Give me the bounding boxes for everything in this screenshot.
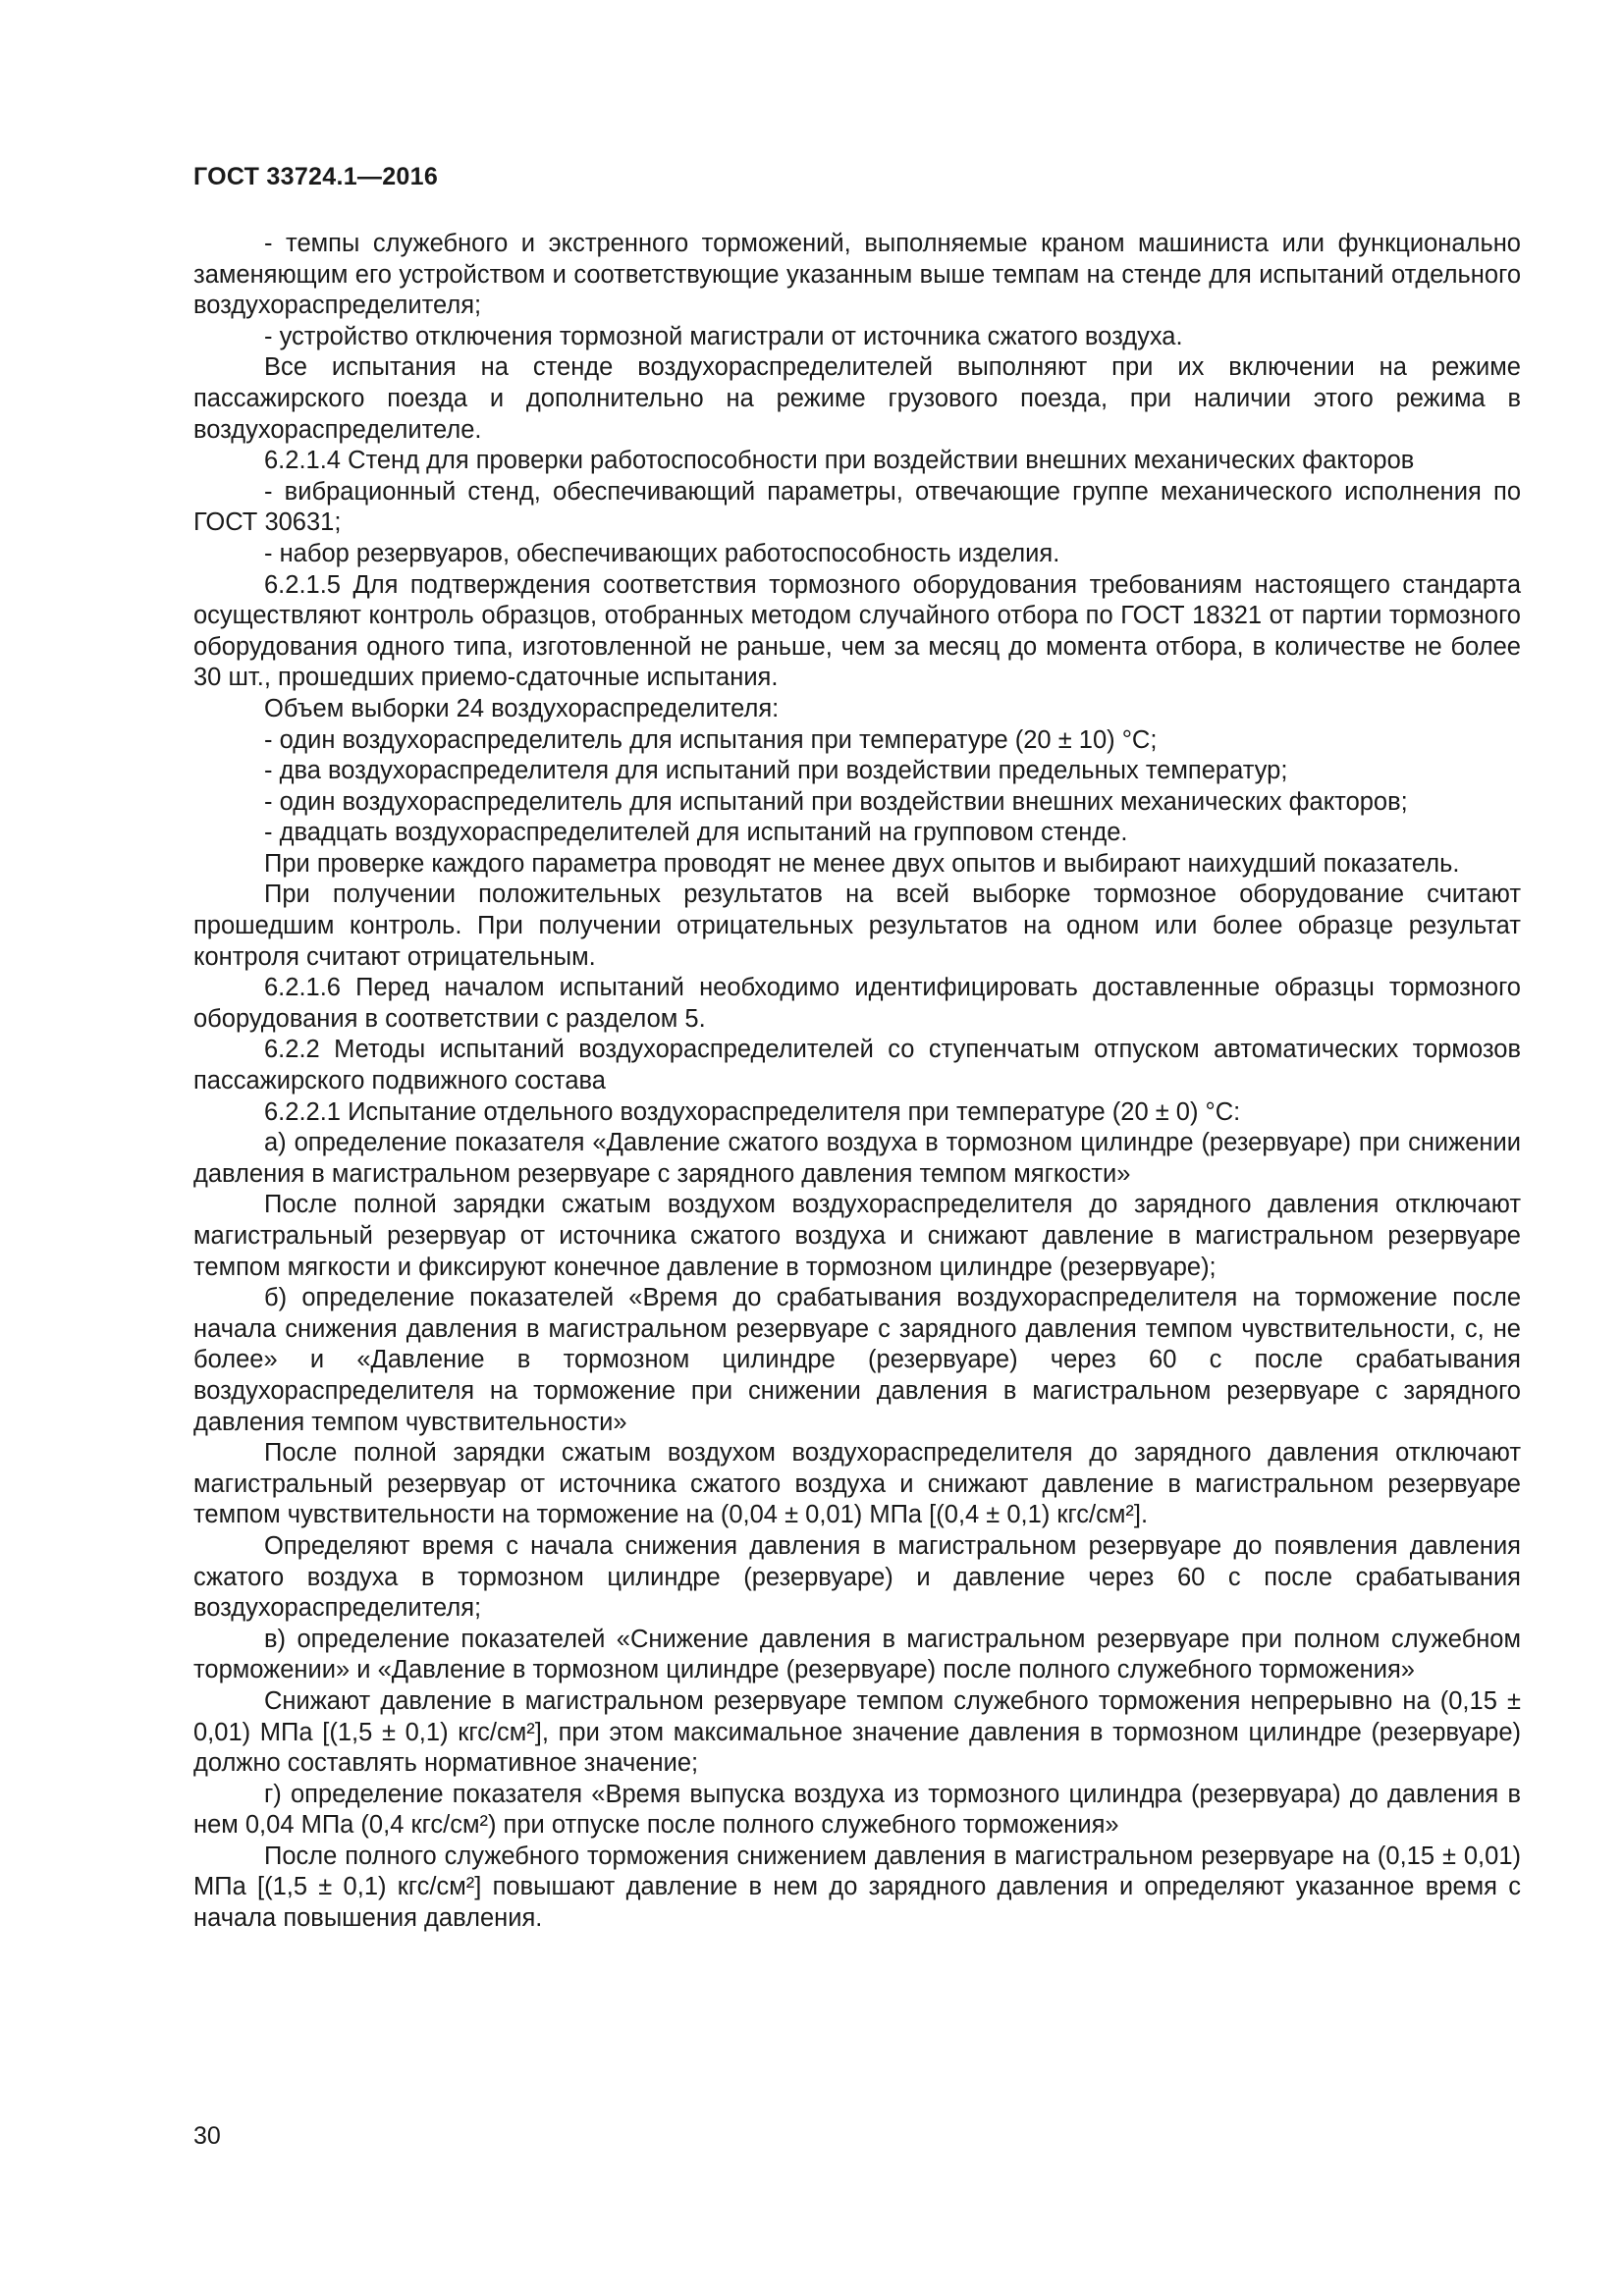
paragraph: Снижают давление в магистральном резервуаре темпом служебного торможения непрерывно на (0,15 ± 0,01) МПа [(1,5 ± 0,1) кгс/см²], при этом максимальное значение давления в тормозном цилиндре (резервуаре) должно составлять нормативное значение; xyxy=(193,1686,1521,1778)
paragraph: - два воздухораспределителя для испытаний при воздействии предельных температур; xyxy=(264,757,1288,785)
paragraph: 6.2.1.6 Перед началом испытаний необходимо идентифицировать доставленные образцы тормозного оборудования в соответствии с разделом 5. xyxy=(193,974,1521,1033)
document-body xyxy=(193,229,1521,1935)
paragraph: После полной зарядки сжатым воздухом воздухораспределителя до зарядного давления отключают магистральный резервуар от источника сжатого воздуха и снижают давление в магистральном резервуаре темпом чувствительности на торможение на (0,04 ± 0,01) МПа [(0,4 ± 0,1) кгс/см²]. xyxy=(193,1439,1521,1529)
paragraph: После полной зарядки сжатым воздухом воздухораспределителя до зарядного давления отключают магистральный резервуар от источника сжатого воздуха и снижают давление в магистральном резервуаре темпом мягкости и фиксируют конечное давление в тормозном цилиндре (резервуаре); xyxy=(193,1191,1521,1281)
paragraph: а) определение показателя «Давление сжатого воздуха в тормозном цилиндре (резервуаре) при снижении давления в магистральном резервуаре с зарядного давления темпом мягкости» xyxy=(193,1129,1521,1188)
paragraph: При проверке каждого параметра проводят не менее двух опытов и выбирают наихудший показатель. xyxy=(264,849,1460,878)
paragraph: При получении положительных результатов на всей выборке тормозное оборудование считают прошедшим контроль. При получении отрицательных результатов на одном или более образце результат контроля считают отрицательным. xyxy=(193,881,1521,971)
paragraph: - вибрационный стенд, обеспечивающий параметры, отвечающие группе механического исполнения по ГОСТ 30631; xyxy=(193,477,1521,537)
paragraph: в) определение показателей «Снижение давления в магистральном резервуаре при полном служебном торможении» и «Давление в тормозном цилиндре (резервуаре) после полного служебного торможения» xyxy=(193,1625,1521,1684)
paragraph: 6.2.2 Методы испытаний воздухораспределителей со ступенчатым отпуском автоматических тормозов пассажирского подвижного состава xyxy=(193,1036,1521,1095)
paragraph: 6.2.2.1 Испытание отдельного воздухораспределителя при температуре (20 ± 0) °С: xyxy=(264,1097,1241,1126)
paragraph: - один воздухораспределитель для испытаний при воздействии внешних механических факторов; xyxy=(264,787,1408,816)
paragraph: г) определение показателя «Время выпуска воздуха из тормозного цилиндра (резервуара) до давления в нем 0,04 МПа (0,4 кгс/см²) при отпуске после полного служебного торможения» xyxy=(193,1780,1521,1840)
paragraph: После полного служебного торможения снижением давления в магистральном резервуаре на (0,15 ± 0,01) МПа [(1,5 ± 0,1) кгс/см²] повышают давление в нем до зарядного давления и определяют указанное время с начала повышения давления. xyxy=(193,1842,1521,1933)
paragraph: Все испытания на стенде воздухораспределителей выполняют при их включении на режиме пассажирского поезда и дополнительно на режиме грузового поезда, при наличии этого режима в воздухораспределителе. xyxy=(193,353,1521,444)
paragraph: Определяют время с начала снижения давления в магистральном резервуаре до появления давления сжатого воздуха в тормозном цилиндре (резервуаре) и давление через 60 с после срабатывания воздухораспределителя; xyxy=(193,1531,1521,1623)
paragraph: - устройство отключения тормозной магистрали от источника сжатого воздуха. xyxy=(264,322,1183,350)
document-header: ГОСТ 33724.1—2016 xyxy=(193,163,439,190)
page-number: 30 xyxy=(193,2122,221,2150)
paragraph: - темпы служебного и экстренного торможений, выполняемые краном машиниста или функционально заменяющим его устройством и соответствующие указанным выше темпам на стенде для испытаний отдельного воздухораспределителя; xyxy=(193,230,1521,320)
paragraph: - двадцать воздухораспределителей для испытаний на групповом стенде. xyxy=(264,819,1128,847)
paragraph: - набор резервуаров, обеспечивающих работоспособность изделия. xyxy=(264,539,1060,567)
paragraph: Объем выборки 24 воздухораспределителя: xyxy=(264,694,780,722)
paragraph: 6.2.1.4 Стенд для проверки работоспособности при воздействии внешних механических факторов xyxy=(264,447,1415,475)
paragraph: б) определение показателей «Время до срабатывания воздухораспределителя на торможение после начала снижения давления в магистральном резервуаре с зарядного давления темпом чувствительности, с, не более» и «Давление в тормозном цилиндре (резервуаре) через 60 с после срабатывания воздухораспределителя на торможение при снижении давления в магистральном резервуаре с зарядного давления темпом чувствительности» xyxy=(193,1284,1521,1436)
paragraph: 6.2.1.5 Для подтверждения соответствия тормозного оборудования требованиям настоящего стандарта осуществляют контроль образцов, отобранных методом случайного отбора по ГОСТ 18321 от партии тормозного оборудования одного типа, изготовленной не раньше, чем за месяц до момента отбора, в количестве не более 30 шт., прошедших приемо-сдаточные испытания. xyxy=(193,570,1521,692)
paragraph: - один воздухораспределитель для испытания при температуре (20 ± 10) °С; xyxy=(264,725,1158,754)
